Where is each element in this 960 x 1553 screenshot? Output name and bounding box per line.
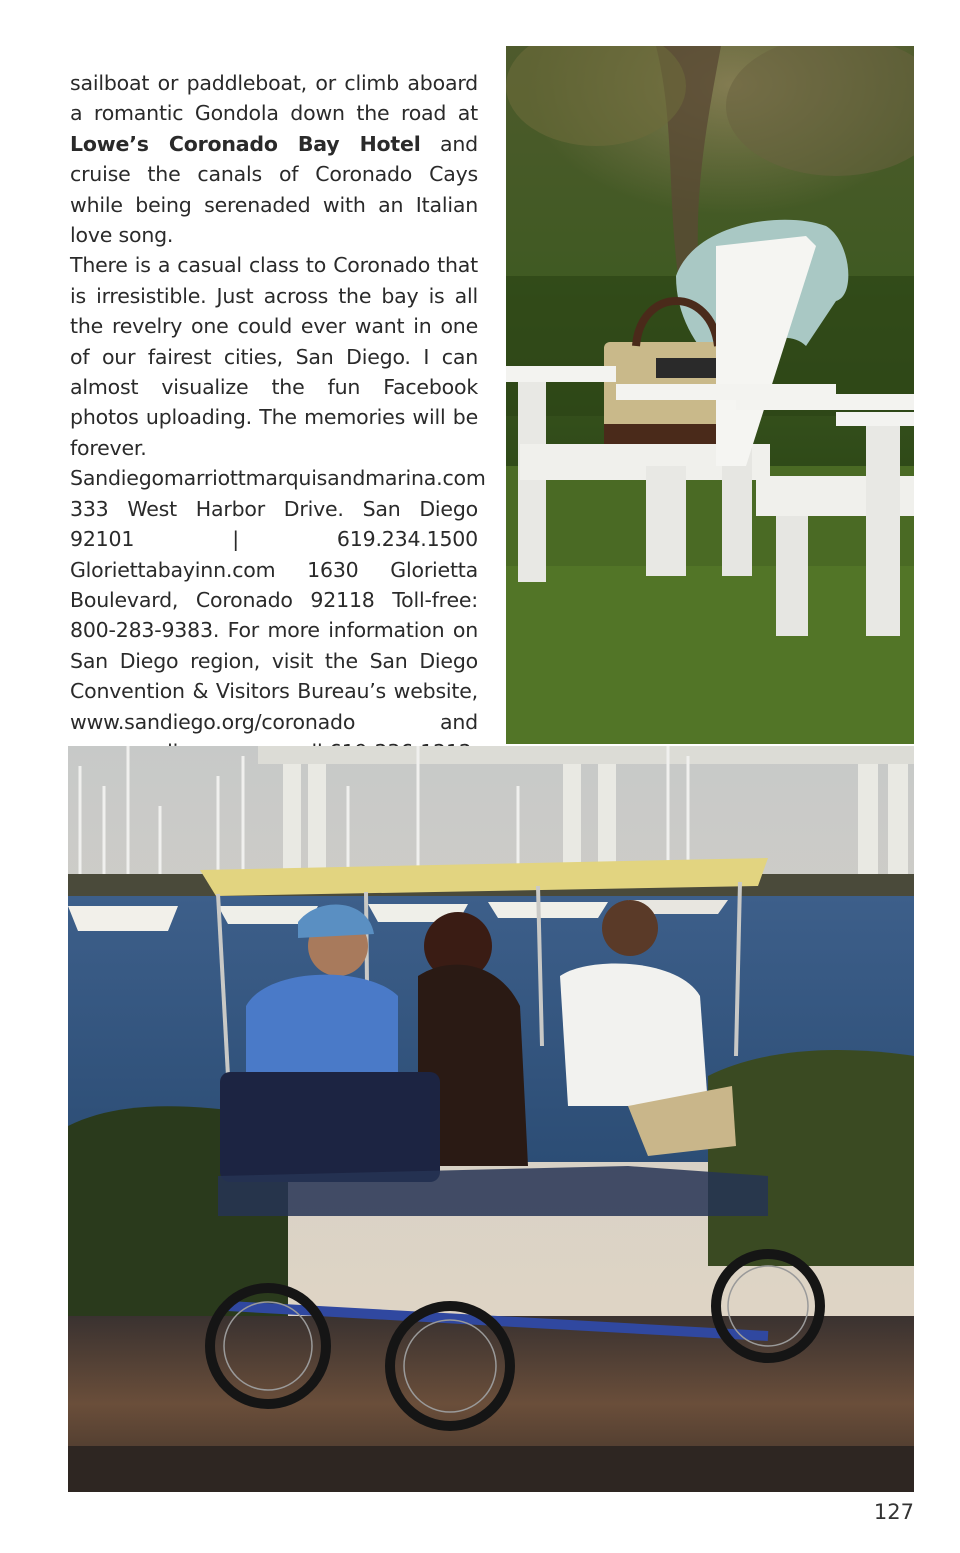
article-paragraph-2	[70, 250, 486, 797]
paragraph-2-text: There is a casual class to Coronado that is irresistible. Just across the bay is all the revelry one could ever want in one of our fairest cities, San Diego. I can almost visualize the fun Facebook photos uploading. The memories will be forever. Sandiegomarriottmarquisandmarina.com 333 West Harbor Drive. San Diego 92101 | 619.234.1500 Gloriettabayinn.com 1630 Glorietta Boulevard, Coronado 92118 Toll-free: 800-283-9383. For more information on San Diego region, visit the San Diego Convention & Visitors Bureau’s website, www.sandiego.org/coronado and	[70, 253, 486, 734]
article-text	[70, 68, 486, 798]
paragraph-1-text-end: and cruise the canals of Coronado Cays while being serenaded with an Italian love song.	[70, 131, 478, 248]
surrey-bike-photo	[68, 746, 914, 1492]
adirondack-chairs-photo	[506, 46, 914, 744]
page-number: 127	[873, 1500, 914, 1524]
paragraph-1-text-start: sailboat or paddleboat, or climb aboard a romantic Gondola down the road at	[70, 71, 478, 126]
hotel-name: Lowe’s Coronado Bay Hotel	[70, 131, 421, 156]
article-paragraph-1	[70, 68, 478, 250]
